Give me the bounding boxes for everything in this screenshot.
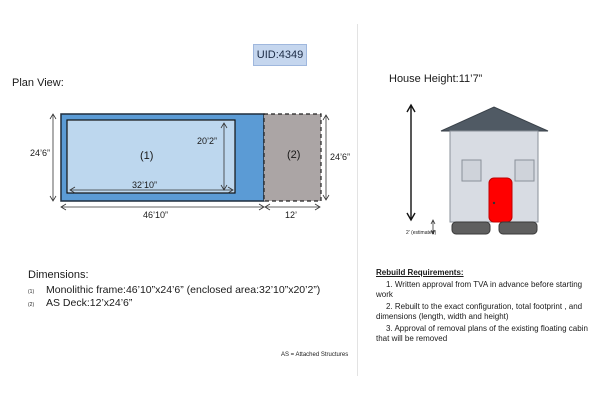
house-window-left — [462, 160, 481, 181]
requirement-item: 3. Approval of removal plans of the existing floating cabin that will be removed — [376, 324, 588, 343]
uid-badge: UID:4349 — [253, 44, 307, 66]
plan-view-title: Plan View: — [12, 77, 64, 89]
frame-label: (1) — [140, 150, 154, 162]
house-float-right — [499, 222, 537, 234]
inner-width-label: 32’10” — [132, 180, 158, 190]
requirement-item: 2. Rebuilt to the exact configuration, total footprint , and dimensions (length, width and height) — [376, 302, 583, 321]
house-door-knob — [493, 202, 495, 204]
deck-height-label: 24’6” — [330, 152, 351, 162]
dimensions-item-number: (1) — [28, 289, 35, 295]
deck-label: (2) — [287, 149, 301, 161]
footnote: AS = Attached Structures — [281, 352, 349, 358]
dimensions-title: Dimensions: — [28, 269, 89, 281]
house-float-left — [452, 222, 490, 234]
house-door — [489, 178, 512, 222]
dimensions-item — [28, 297, 320, 310]
dimensions-item-number: (2) — [28, 302, 35, 308]
requirements-title: Rebuild Requirements: — [376, 268, 464, 277]
house-height-title: House Height:11’7” — [389, 73, 483, 85]
dimensions-list — [28, 284, 320, 310]
estimated-height-label: 2’ (estimated) — [406, 230, 437, 236]
inner-height-label: 20’2” — [197, 136, 218, 146]
dimensions-item-text: AS Deck:12’x24’6” — [46, 297, 133, 309]
house-roof — [441, 107, 548, 131]
deck-width-label: 12’ — [285, 210, 298, 220]
requirement-item: 1. Written approval from TVA in advance before starting work — [376, 280, 583, 299]
frame-height-label: 24’6” — [30, 148, 51, 158]
dimensions-item-text: Monolithic frame:46’10”x24’6” (enclosed area:32’10”x20’2”) — [46, 284, 321, 296]
frame-width-label: 46’10” — [143, 210, 169, 220]
requirements-list — [376, 280, 590, 344]
house-window-right — [515, 160, 534, 181]
dimensions-item — [28, 284, 320, 297]
